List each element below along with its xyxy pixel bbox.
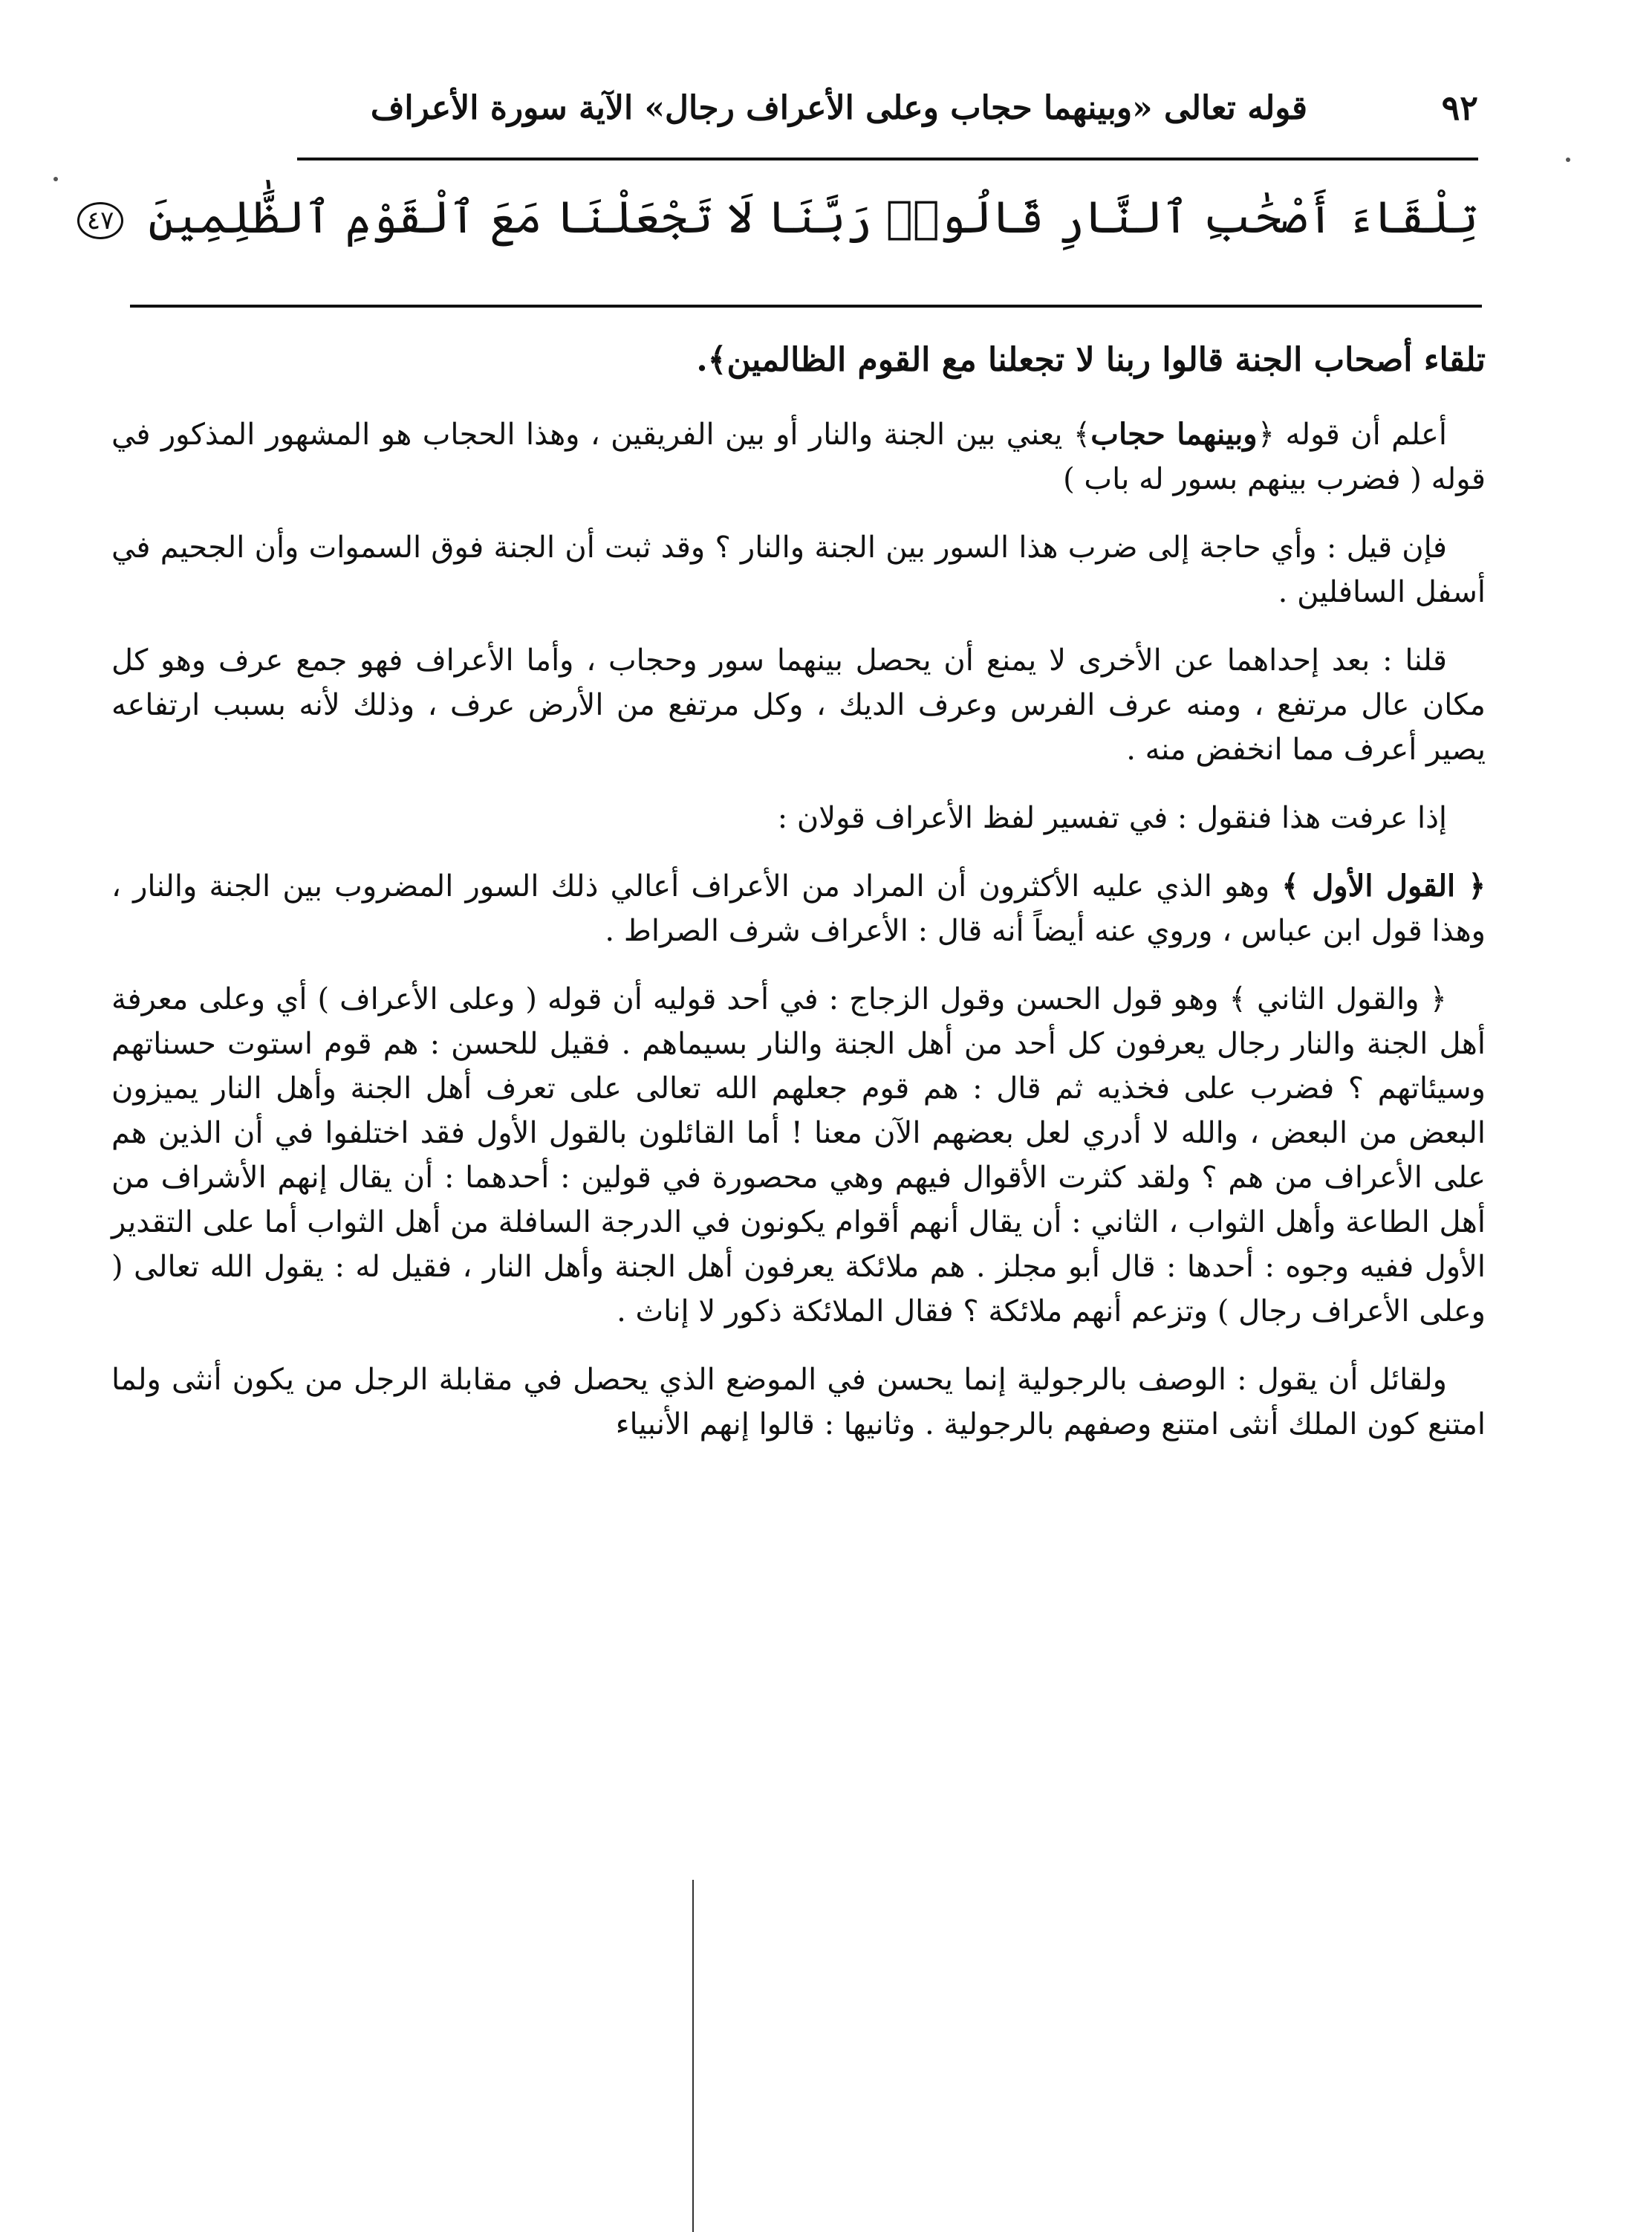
paragraph-1 [111,412,1486,502]
paragraph-7: ولقائل أن يقول : الوصف بالرجولية إنما يحسن في الموضع الذي يحصل في مقابلة الرجل من يكون أنثى ولما امتنع كون الملك أنثى امتنع وصفهم بالرجولية . وثانيها : قالوا إنهم الأنبياء [111,1363,1486,1441]
quran-verse [86,192,1478,244]
header-rule [297,158,1478,160]
running-title: قوله تعالى «وبينهما حجاب وعلى الأعراف رجال» الآية سورة الأعراف [370,89,1307,127]
paragraph-1-rest: ﴾ يعني بين الجنة والنار أو بين الفريقين ، وهذا الحجاب هو المشهور المذكور في قوله ( فضرب بينهم بسور له باب ) [111,418,1486,496]
paragraph-4: إذا عرفت هذا فنقول : في تفسير لفظ الأعراف قولان : [777,801,1447,835]
verse-text: تِلْقَاءَ أَصْحَٰبِ ٱلنَّارِ قَالُوا۟ رَبَّنَا لَا تَجْعَلْنَا مَعَ ٱلْقَوْمِ ٱلظَّٰلِمِينَ [148,192,1478,244]
scan-speck [1566,158,1570,162]
scan-margin-line [692,1880,694,2232]
verse-number-marker: ٤٧ [77,202,124,239]
lead-verse-line: تلقاء أصحاب الجنة قالوا ربنا لا تجعلنا مع القوم الظالمين﴾. [696,341,1486,379]
first-opinion-heading: ﴿ القول الأول ﴾ [1281,869,1486,903]
paragraph-3: قلنا : بعد إحداهما عن الأخرى لا يمنع أن يحصل بينهما سور وحجاب ، وأما الأعراف فهو جمع عرف وهو كل مكان عال مرتفع ، ومنه عرف الفرس وعرف الديك ، وكل مرتفع من الأرض عرف ، وذلك لأنه بسبب ارتفاعه يصير أعرف مما انخفض منه . [111,643,1486,767]
scan-speck [53,177,58,181]
page-header [297,88,1478,155]
commentary-text [111,338,1486,1470]
paragraph-1-highlight: وبينهما حجاب [1090,417,1258,452]
paragraph-5 [111,864,1486,953]
verse-rule [130,305,1482,308]
page-number: ٩٢ [1441,88,1478,128]
paragraph-5-rest: وهو الذي عليه الأكثرون أن المراد من الأعراف أعالي ذلك السور المضروب بين الجنة والنار ، وهذا قول ابن عباس ، وروي عنه أيضاً أنه قال : الأعراف شرف الصراط . [111,869,1486,948]
paragraph-1-intro: أعلم أن قوله ﴿ [1257,418,1447,452]
paragraph-2: فإن قيل : وأي حاجة إلى ضرب هذا السور بين الجنة والنار ؟ وقد ثبت أن الجنة فوق السموات وأن الجحيم في أسفل السافلين . [111,531,1486,609]
paragraph-6: ﴿ والقول الثاني ﴾ وهو قول الحسن وقول الزجاج : في أحد قوليه أن قوله ( وعلى الأعراف ) أي وعلى معرفة أهل الجنة والنار رجال يعرفون كل أحد من أهل الجنة والنار بسيماهم . فقيل للحسن : هم قوم استوت حسناتهم وسيئاتهم ؟ فضرب على فخذيه ثم قال : هم قوم جعلهم الله تعالى على تعرف أهل الجنة وأهل النار يميزون البعض من البعض ، والله لا أدري لعل بعضهم الآن معنا ! أما القائلون بالقول الأول فقد اختلفوا في أن الذين هم على الأعراف من هم ؟ ولقد كثرت الأقوال فيهم وهي محصورة في قولين : أحدهما : أن يقال إنهم الأشراف من أهل الطاعة وأهل الثواب ، الثاني : أن يقال أنهم أقوام يكونون في الدرجة السافلة من أهل الثواب أما على التقدير الأول ففيه وجوه : أحدها : قال أبو مجلز . هم ملائكة يعرفون أهل الجنة وأهل النار ، فقيل له : يقول الله تعالى ( وعلى الأعراف رجال ) وتزعم أنهم ملائكة ؟ فقال الملائكة ذكور لا إناث . [111,982,1486,1329]
